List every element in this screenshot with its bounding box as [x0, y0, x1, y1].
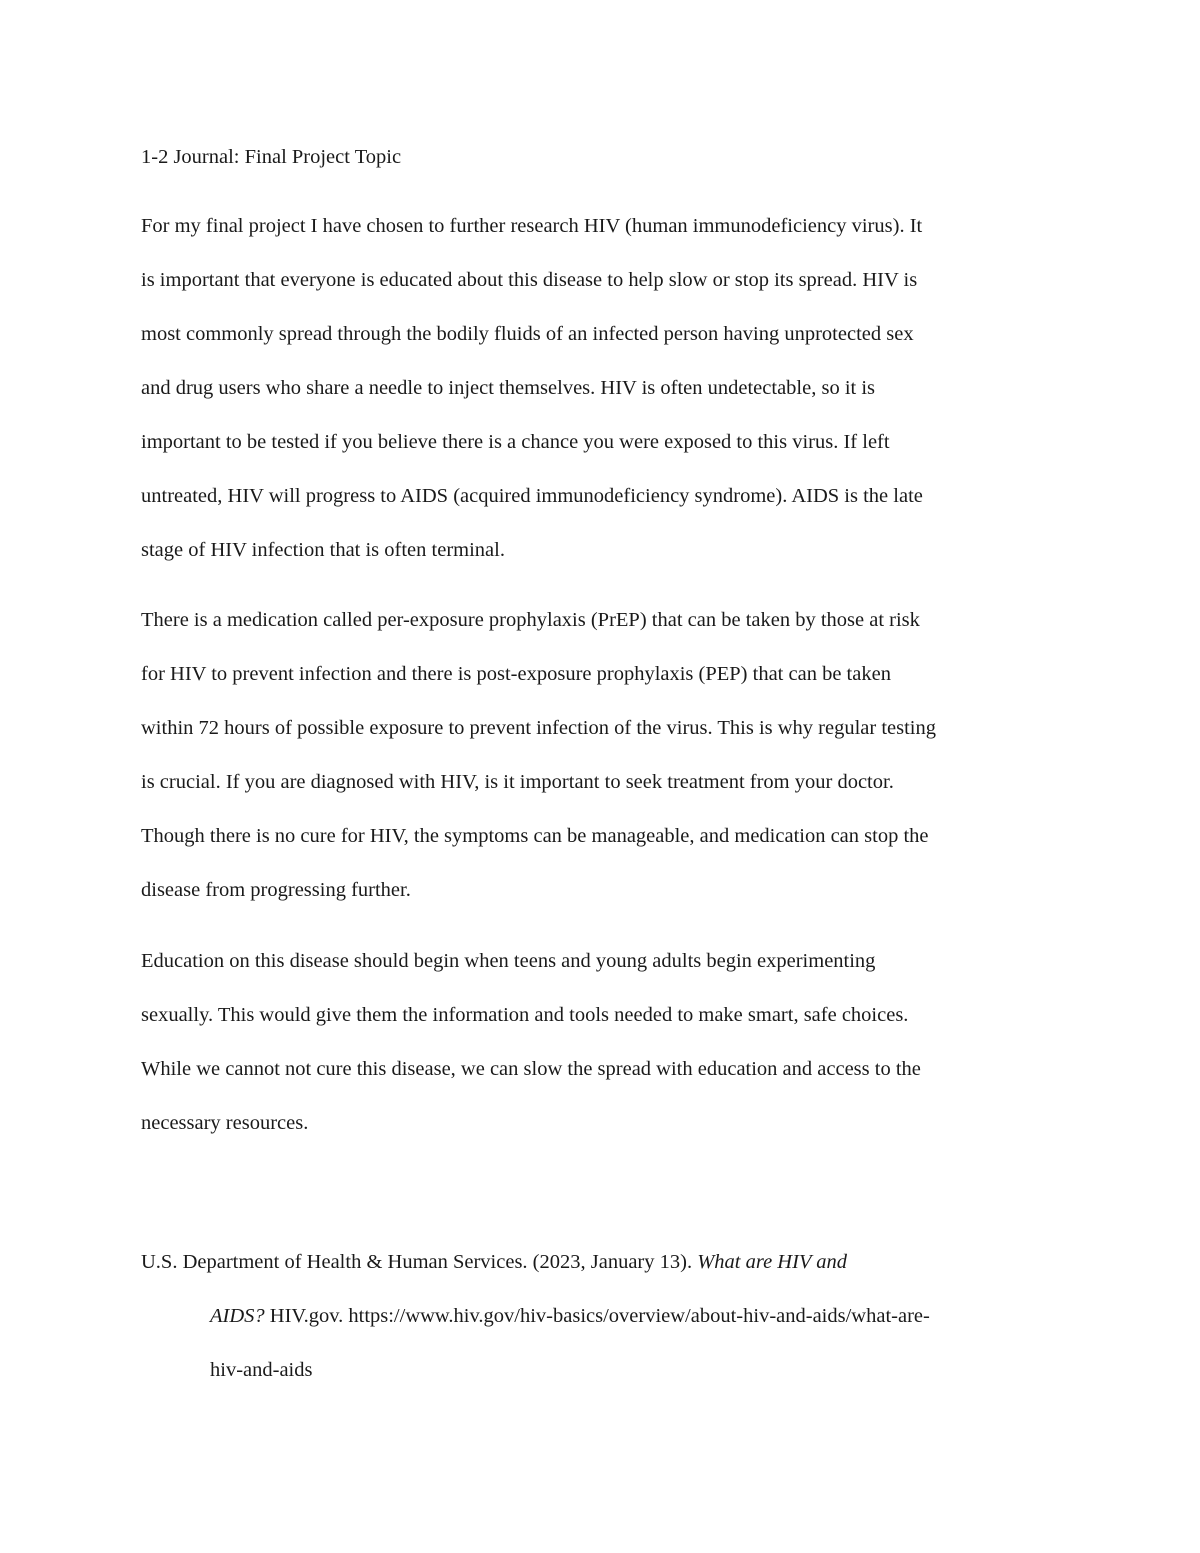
title-text: 1-2 Journal: Final Project Topic	[141, 146, 402, 168]
reference-source-url[interactable]: HIV.gov. https://www.hiv.gov/hiv-basics/overview/about-hiv-and-aids/what-are-	[264, 1305, 930, 1327]
paragraph-line: Education on this disease should begin when teens and young adults begin experimenting	[141, 950, 876, 972]
paragraph-line: For my final project I have chosen to further research HIV (human immunodeficiency virus). It	[141, 215, 923, 237]
paragraph-line: sexually. This would give them the information and tools needed to make smart, safe choices.	[141, 1004, 909, 1026]
paragraph-line: important to be tested if you believe there is a chance you were exposed to this virus. If left	[141, 431, 890, 453]
paragraph-line: stage of HIV infection that is often terminal.	[141, 539, 505, 561]
paragraph-line: most commonly spread through the bodily fluids of an infected person having unprotected sex	[141, 323, 914, 345]
paragraph-line: untreated, HIV will progress to AIDS (acquired immunodeficiency syndrome). AIDS is the late	[141, 485, 923, 507]
reference-title-part2: AIDS?	[210, 1305, 265, 1327]
paragraph-line: Though there is no cure for HIV, the symptoms can be manageable, and medication can stop the	[141, 825, 929, 847]
reference-entry	[141, 1235, 1061, 1397]
reference-line-3	[141, 1343, 1061, 1397]
document-title	[141, 130, 1061, 184]
paragraph-line: for HIV to prevent infection and there is post-exposure prophylaxis (PEP) that can be taken	[141, 663, 891, 685]
paragraph-line: is crucial. If you are diagnosed with HIV, is it important to seek treatment from your doctor.	[141, 771, 894, 793]
paragraph-1	[141, 199, 1061, 577]
reference-title-part1: What are HIV and	[697, 1251, 847, 1273]
paragraph-2	[141, 593, 1061, 917]
reference-url-end[interactable]: hiv-and-aids	[210, 1359, 313, 1381]
paragraph-line: within 72 hours of possible exposure to prevent infection of the virus. This is why regular testing	[141, 717, 937, 739]
reference-author-date: U.S. Department of Health & Human Services. (2023, January 13).	[141, 1251, 698, 1273]
paragraph-line: necessary resources.	[141, 1112, 309, 1134]
paragraph-line: and drug users who share a needle to inject themselves. HIV is often undetectable, so it is	[141, 377, 876, 399]
reference-line-1	[141, 1235, 1061, 1289]
paragraph-line: disease from progressing further.	[141, 879, 411, 901]
paragraph-line: is important that everyone is educated about this disease to help slow or stop its spread. HIV is	[141, 269, 918, 291]
paragraph-3	[141, 934, 1061, 1150]
paragraph-line: There is a medication called per-exposure prophylaxis (PrEP) that can be taken by those at risk	[141, 609, 920, 631]
reference-line-2	[141, 1289, 1061, 1343]
paragraph-line: While we cannot not cure this disease, we can slow the spread with education and access to the	[141, 1058, 921, 1080]
